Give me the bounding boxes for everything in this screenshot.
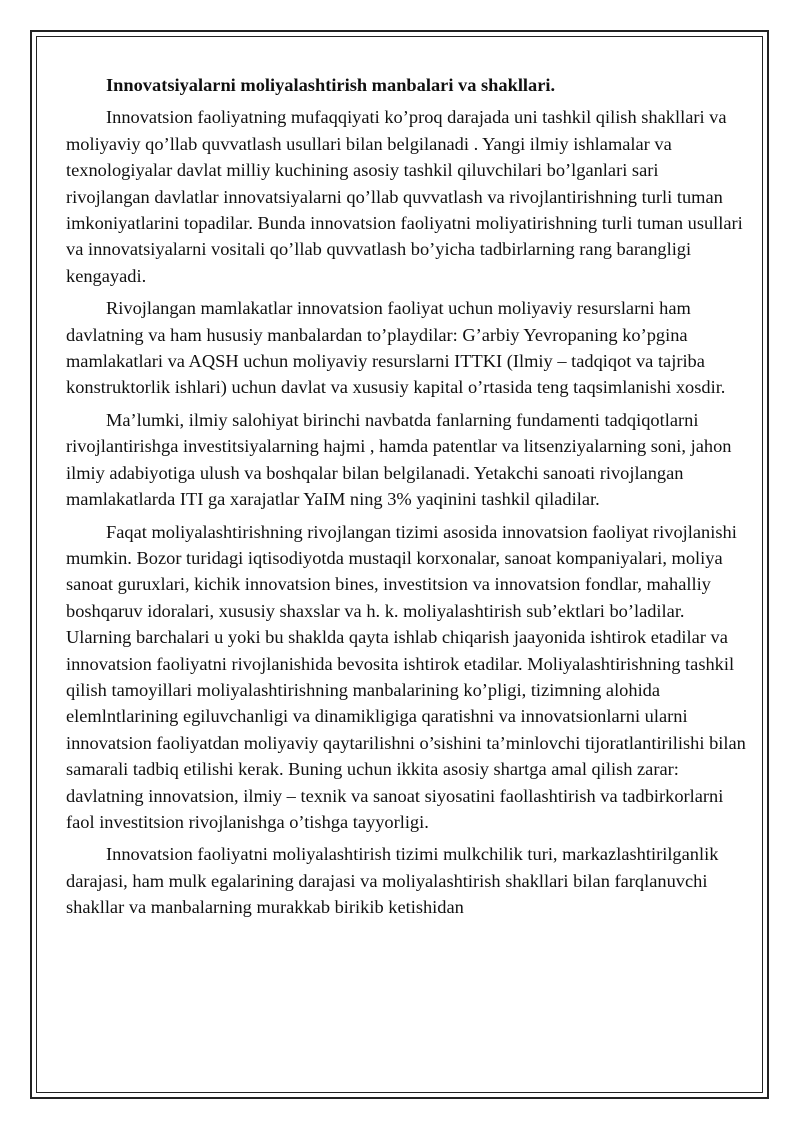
paragraph-5: Innovatsion faoliyatni moliyalashtirish tizimi mulkchilik turi, markazlashtirilganlik darajasi, ham mulk egalarining darajasi va moliyalashtirish shakllari bilan farqlanuvchi shakllar va manbalarning murakkab birikib ketishidan [66, 844, 719, 918]
document-title: Innovatsiyalarni moliyalashtirish manbalari va shakllari. [106, 75, 556, 95]
paragraph-2: Rivojlangan mamlakatlar innovatsion faoliyat uchun moliyaviy resurslarni ham davlatning va ham hususiy manbalardan to’playdilar: G’arbiy Yevropaning ko’pgina mamlakatlari va AQSH uchun moliyaviy resurslarni ITTKI (Ilmiy – tadqiqot va tajriba konstruktorlik ishlari) uchun davlat va xususiy kapital o’rtasida teng taqsimlanishi xosdir. [66, 298, 726, 398]
paragraph-1: Innovatsion faoliyatning mufaqqiyati ko’proq darajada uni tashkil qilish shakllari va moliyaviy qo’llab quvvatlash usullari bilan belgilanadi . Yangi ilmiy ishlamalar va texnologiyalar davlat milliy kuchining asosiy tashkil qiluvchilari bo’lganlari sari rivojlangan davlatlar innovatsiyalarni qo’llab quvvatlash va rivojlantirishning turli tuman imkoniyatlarini topadilar. Bunda innovatsion faoliyatni moliyatirishning turli tuman usullari va innovatsiyalarni vositali qo’llab quvvatlash bo’yicha tadbirlarning rang barangligi kengayadi. [66, 107, 743, 286]
paragraph-4: Faqat moliyalashtirishning rivojlangan tizimi asosida innovatsion faoliyat rivojlanishi mumkin. Bozor turidagi iqtisodiyotda mustaqil korxonalar, sanoat kompaniyalari, moliya sanoat guruxlari, kichik innovatsion bines, investitsion va innovatsion fondlar, mahalliy boshqaruv idoralari, xususiy shaxslar va h. k. moliyalashtirish sub’ektlari bo’ladilar. Ularning barchalari u yoki bu shaklda qayta ishlab chiqarish jaayonida ishtirok etadilar va innovatsion faoliyatni rivojlanishida bevosita ishtirok etadilar. Moliyalashtirishning tashkil qilish tamoyillari moliyalashtirishning manbalarining ko’pligi, tizimning alohida elemlntlarining egiluvchanligi va dinamikligiga qaratishni va innovatsionlarni ularni innovatsion faoliyatdan moliyaviy qaytarilishni o’sishini ta’minlovchi tijoratlantirilishi bilan samarali tadbiq etilishi kerak. Buning uchun ikkita asosiy shartga amal qilish zarar: davlatning innovatsion, ilmiy – texnik va sanoat siyosatini faollashtirish va tadbirkorlarni faol investitsion rivojlanishga o’tishga tayyorligi. [66, 521, 746, 832]
paragraph-3: Ma’lumki, ilmiy salohiyat birinchi navbatda fanlarning fundamenti tadqiqotlarni rivojlantirishga investitsiyalarning hajmi , hamda patentlar va litsenziyalarning soni, jahon ilmiy adabiyotiga ulush va boshqalar bilan belgilanadi. Yetakchi sanoati rivojlangan mamlakatlarda ITI ga xarajatlar YaIM ning 3% yaqinini tashkil qiladilar. [66, 409, 732, 510]
document-body [66, 72, 746, 921]
